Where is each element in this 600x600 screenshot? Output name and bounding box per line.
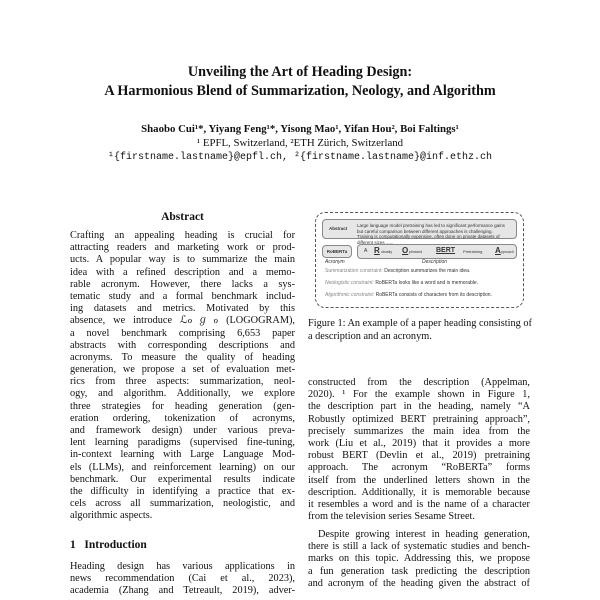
body-line: there is still a lack of systematic studies and bench- [308, 541, 530, 553]
desc-letter: A [495, 246, 501, 255]
abstract-line: idea with a refined description and a memo- [70, 266, 295, 278]
abstract-line: three strategies for heading generation (gen- [70, 400, 295, 412]
body-line: description. Additionally, it is memorable because [308, 486, 530, 498]
body-line: it resembles a word and is the name of a character [308, 498, 530, 510]
intro-body [70, 561, 295, 598]
figure-abstract-box [322, 219, 517, 245]
abstract-line: absence, we introduce ℒℴℊℴ (LOGOGRAM), [70, 315, 295, 327]
body-line: constructed from the description (Appelman, [308, 377, 530, 388]
emails: ¹{firstname.lastname}@epfl.ch, ²{firstname.lastname}@inf.ethz.ch [107, 152, 493, 163]
body-line: approach. The acronym “RoBERTa” forms [308, 462, 530, 474]
abstract-line: ucts. A popular way is to summarize the main [70, 254, 295, 266]
figure-acronym-label: Acronym [325, 259, 345, 265]
abstract-line: and framework design) under various preva- [70, 425, 295, 436]
figure-acronym-box: RoBERTa [322, 245, 352, 258]
figure-abstract-label: Abstract [329, 226, 348, 231]
paper-title-line1: Unveiling the Art of Heading Design: [187, 64, 413, 80]
body-line: from the television series Sesame Street. [308, 511, 475, 523]
abstract-line: benchmark. Our experimental results indicate [70, 473, 295, 485]
abstract-line: abstracts with corresponding descriptions and [70, 339, 295, 351]
abstract-line: a novel benchmark comprising 6,653 paper [70, 327, 295, 339]
desc-letter: O [402, 246, 409, 255]
abstract-line: the difficulty in identifying a practice that ex- [70, 485, 295, 497]
desc-word: ptimized [409, 250, 423, 254]
body-line: a fun generation task predicting the description [308, 565, 530, 577]
authors: Shaobo Cui¹*, Yiyang Feng¹*, Yisong Mao¹, Yifan Hou², Boi Faltings¹ [141, 123, 459, 135]
abstract-line: attracting readers and marketing work or prod- [70, 242, 295, 254]
abstract-line: algorithmic aspects. [70, 510, 153, 522]
body-line: Robustly optimized BERT pretraining approach”, [308, 413, 530, 425]
abstract-line: els (LLMs), and reinforcement learning) on our [70, 461, 295, 473]
abstract-line: generation, we propose a set of evaluation met- [70, 364, 295, 376]
desc-letter: R [374, 246, 380, 255]
desc-word: A [364, 248, 368, 254]
body-line: marks on this topic. Addressing this, we propose [308, 553, 530, 565]
abstract-line: acronyms. To measure the quality of heading [70, 351, 295, 363]
intro-line: news recommendation (Cai et al., 2023), [70, 573, 295, 585]
body-line: itself from the underlined letters shown in the [308, 474, 530, 486]
affiliations: ¹ EPFL, Switzerland, ²ETH Zürich, Switzerland [196, 137, 404, 149]
figure-description-label: Description [422, 259, 448, 265]
figure-abstract-text: Large language model pretraining has led to significant performance gains but careful comparison between different approaches is challenging. Training is computationally expensive, often done on private datasets of different sizes ...... [357, 223, 505, 245]
abstract-body [70, 230, 295, 523]
intro-line: Heading design has various applications in [70, 561, 295, 572]
abstract-line: eration ordering, tokenization of acronyms, [70, 412, 295, 424]
abstract-line: rics from three aspects: summarization, neol- [70, 376, 295, 388]
figure-caption: Figure 1: An example of a paper heading consisting of a description and an acronym. [308, 318, 532, 342]
desc-word: obustly [381, 250, 393, 254]
body-line: Despite growing interest in heading generation, [318, 529, 530, 540]
abstract-line: ogy, and algorithm. Additionally, we explore [70, 388, 295, 400]
section-heading-introduction: 1 Introduction [70, 539, 147, 551]
abstract-line: lent learning paradigms (supervised fine-tuning, [70, 437, 295, 449]
neologistic-constraint: Neologistic constraint: RoBERTa looks like a word and is memorable. [325, 280, 479, 286]
abstract-heading: Abstract [161, 211, 204, 223]
algorithmic-constraint: Algorithmic constraint: RoBERTa consists of characters from its description. [325, 292, 492, 298]
body-line: work (Liu et al., 2019) that it provides a more [308, 437, 530, 449]
body-line: robust BERT (Devlin et al., 2019) pretraining [308, 450, 530, 462]
figure-1 [315, 212, 524, 308]
abstract-line: ing datasets and metrics. Motivated by this [70, 303, 295, 315]
body-line: 2020). ¹ For the example shown in Figure 1, [308, 389, 530, 401]
body-line: precisely summarizes the main idea from the [308, 425, 530, 437]
desc-word: BERT [436, 247, 456, 254]
summarization-constraint: Summarization constraint: Description summarizes the main idea. [325, 268, 471, 274]
body-line: and acronym of the heading given the abstract of [308, 577, 530, 589]
figure-description-box [357, 244, 517, 259]
abstract-line: in-context learning with Large Language Mod- [70, 449, 295, 461]
paper-title-line2: A Harmonious Blend of Summarization, Neology, and Algorithm [104, 83, 496, 99]
abstract-line: cels across all summarization, neologistic, and [70, 498, 295, 510]
body-line: the description part in the heading, namely “A [308, 401, 530, 413]
abstract-line: tematic study and a formal benchmark includ- [70, 290, 295, 302]
abstract-line: Crafting an appealing heading is crucial for [70, 230, 295, 241]
intro-line: academia (Zhang and Tetreault, 2019), adver- [70, 585, 295, 597]
right-para-2 [308, 529, 530, 590]
desc-word: pproach [501, 250, 514, 254]
abstract-line: rable acronym. However, there lacks a sys- [70, 278, 295, 290]
desc-word: Pretraining [463, 249, 483, 254]
right-para-1 [308, 377, 530, 523]
